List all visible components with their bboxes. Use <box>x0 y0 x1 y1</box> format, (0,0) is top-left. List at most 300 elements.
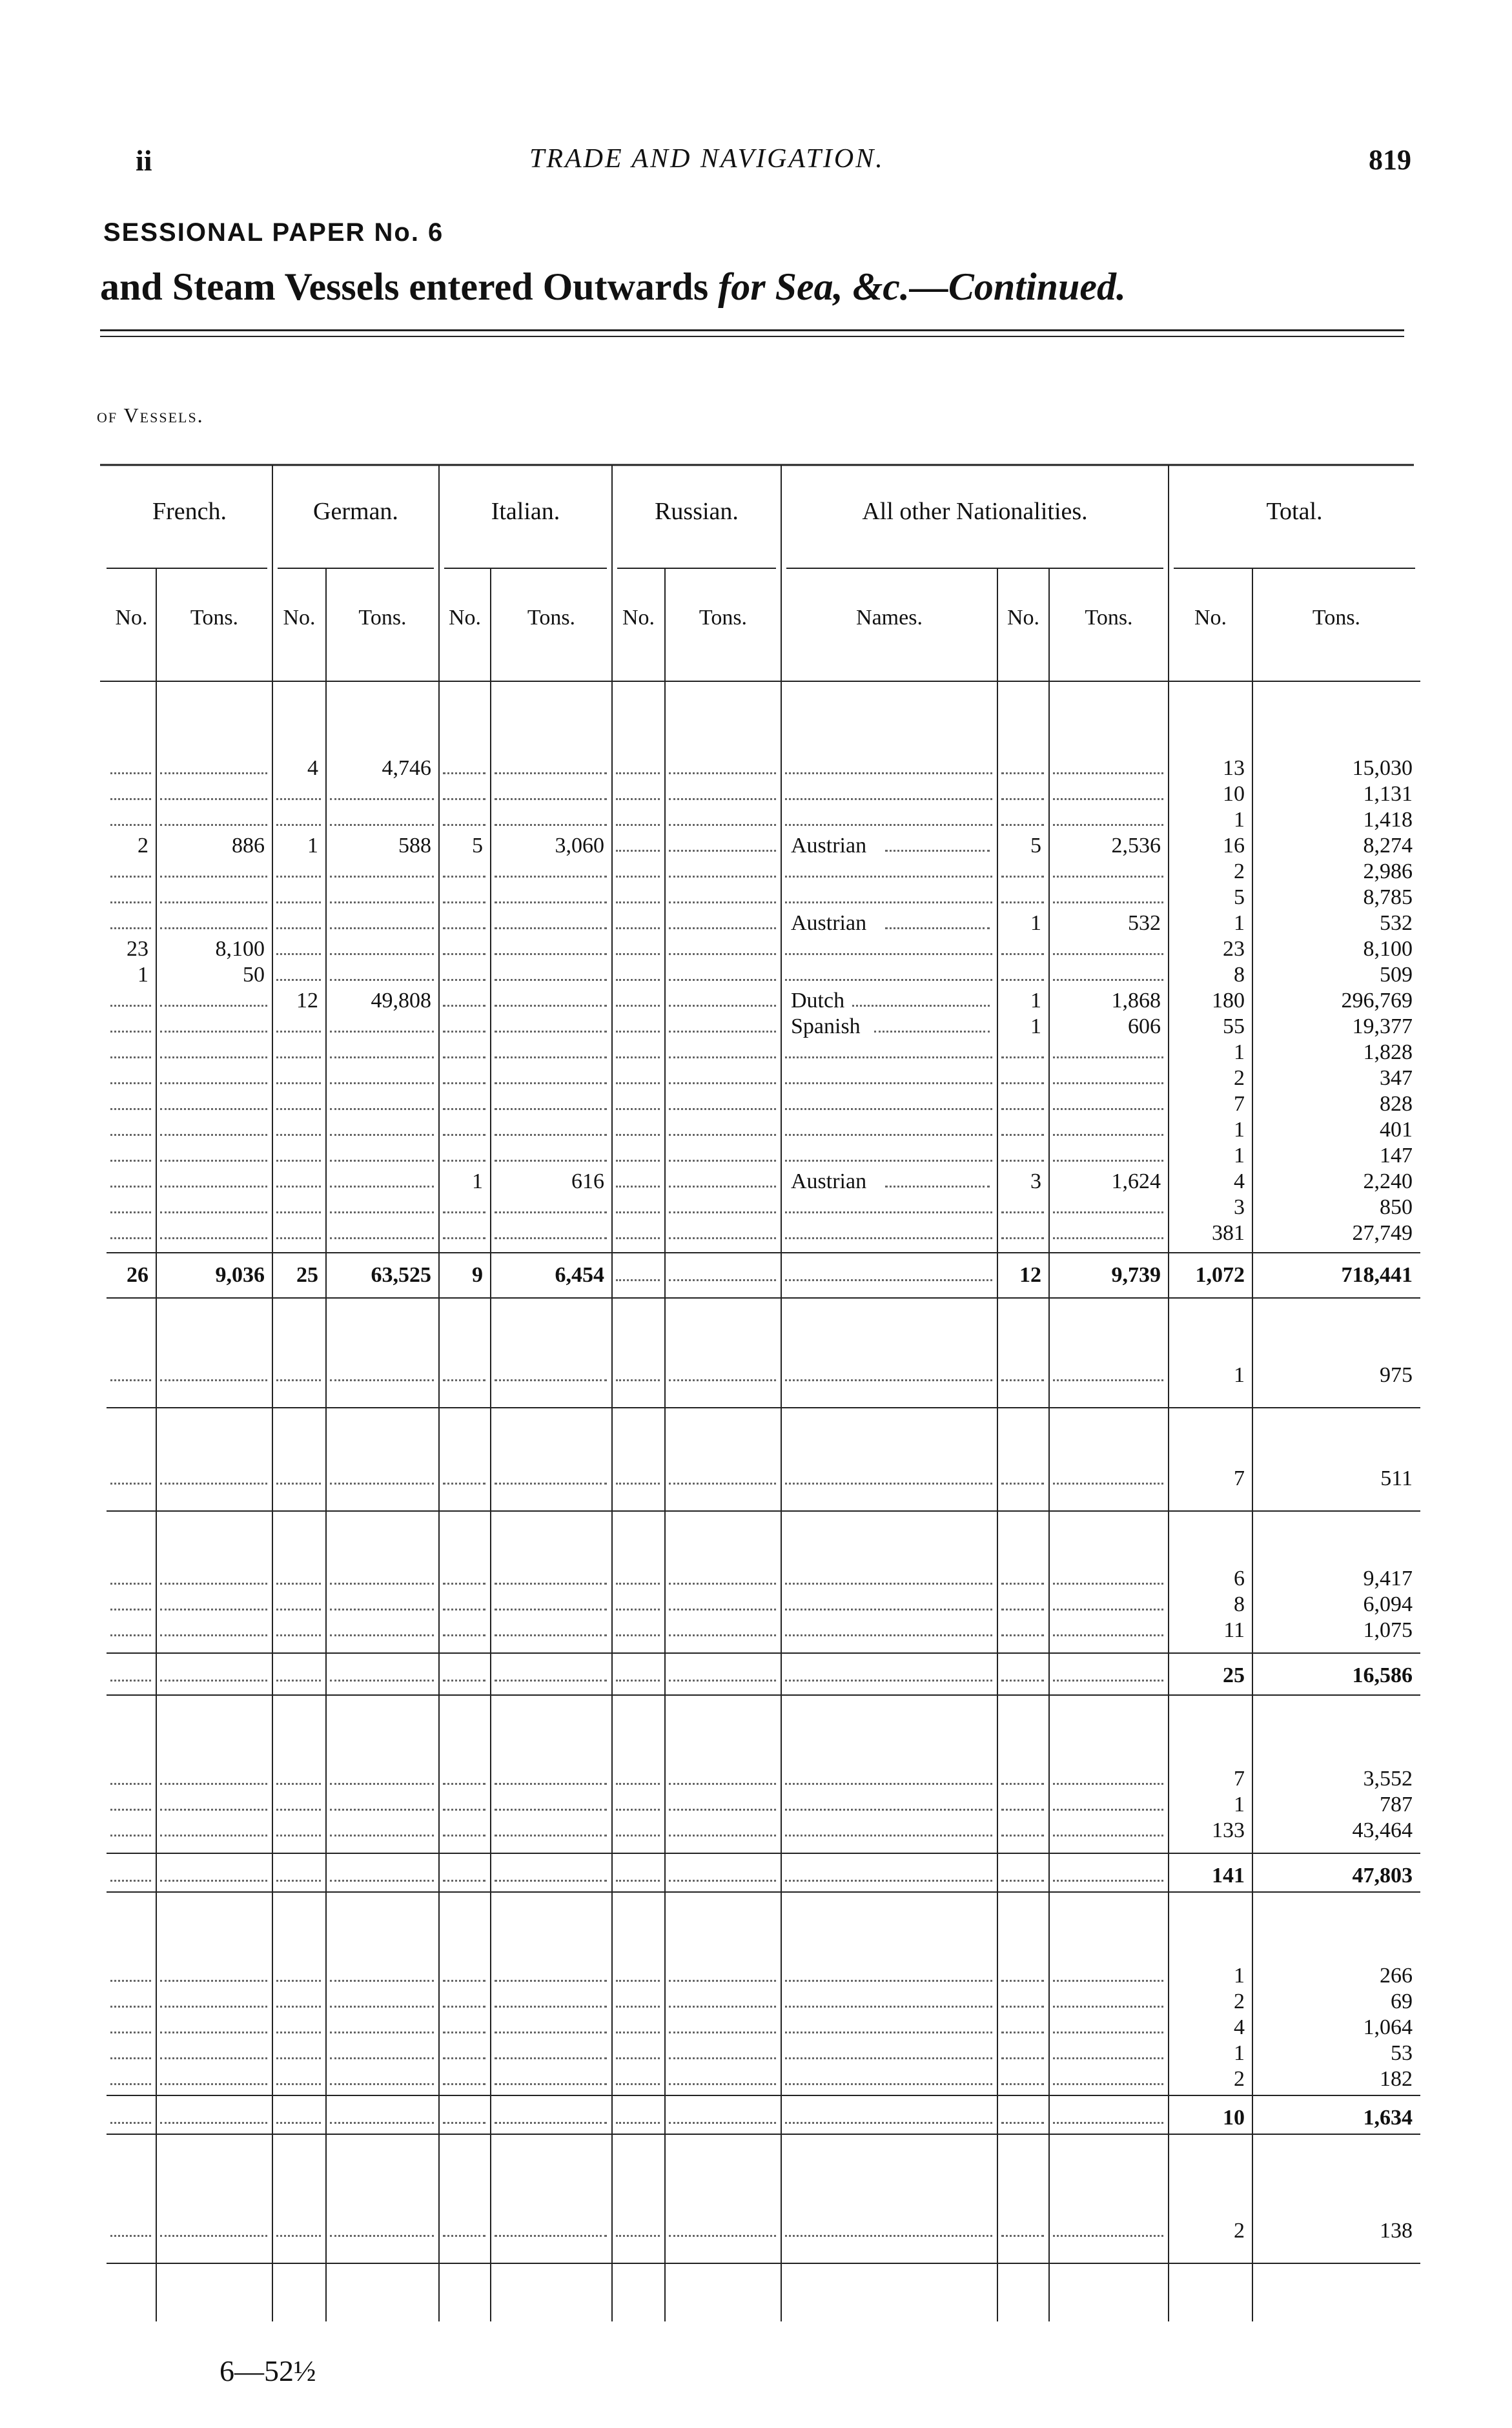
table-cell: 1,624 <box>1111 1169 1161 1193</box>
leader-dots <box>276 1680 321 1682</box>
table-cell: 49,808 <box>371 989 431 1013</box>
leader-dots <box>160 1134 267 1136</box>
leader-dots <box>669 1186 776 1188</box>
table-cell: 1 <box>1234 2041 1245 2065</box>
leader-dots <box>330 1583 434 1585</box>
column-header: No. <box>622 606 655 630</box>
leader-dots <box>330 824 434 826</box>
leader-dots <box>616 1134 660 1136</box>
table-cell: 532 <box>1380 911 1413 935</box>
table-cell: 511 <box>1380 1466 1413 1490</box>
leader-dots <box>1001 2122 1044 2124</box>
table-cell: 1 <box>1234 1144 1245 1168</box>
leader-dots <box>443 1237 485 1239</box>
leader-dots <box>443 1680 485 1682</box>
table-cell: 532 <box>1128 911 1161 935</box>
leader-dots <box>1053 2235 1163 2237</box>
leader-dots <box>616 1634 660 1636</box>
leader-dots <box>616 1783 660 1785</box>
group-header: All other Nationalities. <box>862 498 1088 525</box>
leader-dots <box>110 1134 151 1136</box>
leader-dots <box>1001 2032 1044 2033</box>
leader-dots <box>1001 1609 1044 1610</box>
leader-dots <box>785 901 992 903</box>
table-cell: 53 <box>1391 2041 1413 2065</box>
leader-dots <box>276 2057 321 2059</box>
table-cell: 2 <box>1234 2219 1245 2243</box>
group-header: Russian. <box>655 498 739 525</box>
leader-dots <box>276 1609 321 1610</box>
leader-dots <box>110 1783 151 1785</box>
leader-dots <box>276 1082 321 1084</box>
leader-dots <box>1001 1583 1044 1585</box>
leader-dots <box>443 2057 485 2059</box>
table-cell: 69 <box>1391 1990 1413 2013</box>
leader-dots <box>110 1082 151 1084</box>
sessional-paper-label: SESSIONAL PAPER No. 6 <box>103 218 444 247</box>
table-cell: 296,769 <box>1341 989 1413 1013</box>
leader-dots <box>276 1056 321 1058</box>
leader-dots <box>110 798 151 800</box>
leader-dots <box>160 1583 267 1585</box>
table-cell: 26 <box>127 1263 148 1287</box>
leader-dots <box>276 953 321 955</box>
table-cell: 2 <box>1234 859 1245 883</box>
subheading: of Vessels. <box>97 404 204 427</box>
leader-dots <box>160 1186 267 1188</box>
leader-dots <box>669 1160 776 1162</box>
leader-dots <box>874 1031 990 1033</box>
leader-dots <box>785 2032 992 2033</box>
leader-dots <box>110 1634 151 1636</box>
leader-dots <box>160 798 267 800</box>
leader-dots <box>1001 1134 1044 1136</box>
leader-dots <box>160 2057 267 2059</box>
group-header: Italian. <box>491 498 560 525</box>
leader-dots <box>616 1379 660 1381</box>
leader-dots <box>1001 1483 1044 1485</box>
leader-dots <box>669 1980 776 1982</box>
leader-dots <box>785 1108 992 1110</box>
column-header: Tons. <box>190 606 239 630</box>
table-cell: Dutch <box>791 989 845 1013</box>
leader-dots <box>1053 2083 1163 2085</box>
leader-dots <box>110 1483 151 1485</box>
leader-dots <box>443 1160 485 1162</box>
leader-dots <box>160 2122 267 2124</box>
leader-dots <box>495 2006 607 2008</box>
leader-dots <box>1001 2006 1044 2008</box>
leader-dots <box>785 1134 992 1136</box>
column-header: Tons. <box>699 606 748 630</box>
leader-dots <box>616 1160 660 1162</box>
leader-dots <box>443 2006 485 2008</box>
table-cell: 850 <box>1380 1195 1413 1219</box>
leader-dots <box>110 1031 151 1033</box>
leader-dots <box>1053 2057 1163 2059</box>
leader-dots <box>276 2235 321 2237</box>
leader-dots <box>160 1082 267 1084</box>
leader-dots <box>669 1082 776 1084</box>
leader-dots <box>669 1835 776 1836</box>
leader-dots <box>616 2083 660 2085</box>
leader-dots <box>443 901 485 903</box>
column-header: No. <box>1194 606 1227 630</box>
leader-dots <box>1001 876 1044 878</box>
leader-dots <box>330 953 434 955</box>
table-cell: 25 <box>296 1263 318 1287</box>
leader-dots <box>669 2122 776 2124</box>
leader-dots <box>669 2235 776 2237</box>
table-cell: 4 <box>1234 2015 1245 2039</box>
leader-dots <box>276 2083 321 2085</box>
leader-dots <box>330 1211 434 1213</box>
leader-dots <box>160 1108 267 1110</box>
table-cell: 3 <box>1234 1195 1245 1219</box>
leader-dots <box>1053 979 1163 981</box>
leader-dots <box>669 1005 776 1007</box>
table-cell: 50 <box>243 963 265 987</box>
leader-dots <box>443 1031 485 1033</box>
leader-dots <box>616 2006 660 2008</box>
leader-dots <box>785 1880 992 1882</box>
leader-dots <box>330 1483 434 1485</box>
leader-dots <box>669 1056 776 1058</box>
leader-dots <box>330 2006 434 2008</box>
leader-dots <box>1053 2032 1163 2033</box>
leader-dots <box>1053 953 1163 955</box>
leader-dots <box>616 1237 660 1239</box>
leader-dots <box>160 1980 267 1982</box>
leader-dots <box>1001 1082 1044 1084</box>
table-cell: 141 <box>1212 1864 1245 1888</box>
table-cell: 2,986 <box>1363 859 1413 883</box>
leader-dots <box>276 1583 321 1585</box>
table-cell: 1,634 <box>1363 2106 1413 2130</box>
table-cell: 2 <box>138 834 148 858</box>
leader-dots <box>785 1056 992 1058</box>
leader-dots <box>276 2006 321 2008</box>
table-cell: Austrian <box>791 911 867 935</box>
table-cell: 13 <box>1223 756 1245 780</box>
leader-dots <box>669 1031 776 1033</box>
table-cell: 7 <box>1234 1767 1245 1791</box>
leader-dots <box>495 1609 607 1610</box>
table-cell: 401 <box>1380 1118 1413 1142</box>
leader-dots <box>330 1056 434 1058</box>
table-cell: 3 <box>1030 1169 1041 1193</box>
leader-dots <box>669 824 776 826</box>
leader-dots <box>110 1237 151 1239</box>
leader-dots <box>1053 1783 1163 1785</box>
leader-dots <box>443 1980 485 1982</box>
table-cell: 5 <box>472 834 483 858</box>
leader-dots <box>330 2122 434 2124</box>
leader-dots <box>276 1880 321 1882</box>
leader-dots <box>495 1082 607 1084</box>
leader-dots <box>110 772 151 774</box>
leader-dots <box>110 927 151 929</box>
leader-dots <box>669 901 776 903</box>
leader-dots <box>669 1583 776 1585</box>
table-cell: 381 <box>1212 1221 1245 1245</box>
table-cell: 1 <box>1234 808 1245 832</box>
leader-dots <box>669 1483 776 1485</box>
table-cell: 43,464 <box>1352 1818 1413 1842</box>
leader-dots <box>443 798 485 800</box>
leader-dots <box>276 1634 321 1636</box>
column-header: No. <box>283 606 316 630</box>
leader-dots <box>885 850 990 852</box>
leader-dots <box>1053 1160 1163 1162</box>
table-cell: 1 <box>1234 1118 1245 1142</box>
leader-dots <box>495 772 607 774</box>
table-cell: Austrian <box>791 1169 867 1193</box>
leader-dots <box>495 876 607 878</box>
leader-dots <box>276 1108 321 1110</box>
table-cell: 1 <box>1234 1793 1245 1816</box>
leader-dots <box>110 901 151 903</box>
table-cell: 5 <box>1234 885 1245 909</box>
leader-dots <box>495 2083 607 2085</box>
leader-dots <box>495 979 607 981</box>
leader-dots <box>110 824 151 826</box>
table-cell: 4 <box>307 756 318 780</box>
table-cell: 4,746 <box>382 756 431 780</box>
leader-dots <box>110 1835 151 1836</box>
leader-dots <box>330 1082 434 1084</box>
leader-dots <box>616 876 660 878</box>
leader-dots <box>276 1483 321 1485</box>
leader-dots <box>785 1835 992 1836</box>
leader-dots <box>785 1483 992 1485</box>
leader-dots <box>785 1809 992 1811</box>
leader-dots <box>160 1835 267 1836</box>
table-cell: 7 <box>1234 1466 1245 1490</box>
table-cell: 1 <box>1030 1014 1041 1038</box>
leader-dots <box>330 901 434 903</box>
leader-dots <box>669 1609 776 1610</box>
leader-dots <box>616 1835 660 1836</box>
leader-dots <box>669 1783 776 1785</box>
table-cell: 138 <box>1380 2219 1413 2243</box>
column-header: Tons. <box>358 606 407 630</box>
table-cell: 5 <box>1030 834 1041 858</box>
leader-dots <box>616 2032 660 2033</box>
leader-dots <box>1053 1134 1163 1136</box>
leader-dots <box>616 824 660 826</box>
leader-dots <box>276 1783 321 1785</box>
leader-dots <box>495 824 607 826</box>
leader-dots <box>160 1056 267 1058</box>
table-cell: 2 <box>1234 1990 1245 2013</box>
leader-dots <box>669 772 776 774</box>
table-cell: 787 <box>1380 1793 1413 1816</box>
leader-dots <box>785 2083 992 2085</box>
table-cell: 1 <box>307 834 318 858</box>
column-header: Tons. <box>1312 606 1361 630</box>
table-cell: 2 <box>1234 1066 1245 1090</box>
leader-dots <box>495 1056 607 1058</box>
leader-dots <box>330 1880 434 1882</box>
leader-dots <box>1053 901 1163 903</box>
table-cell: 147 <box>1380 1144 1413 1168</box>
leader-dots <box>276 2032 321 2033</box>
leader-dots <box>1001 1680 1044 1682</box>
leader-dots <box>443 979 485 981</box>
table-cell: 11 <box>1223 1618 1245 1642</box>
leader-dots <box>1001 1880 1044 1882</box>
table-cell: 1 <box>1030 911 1041 935</box>
leader-dots <box>669 1634 776 1636</box>
leader-dots <box>785 2057 992 2059</box>
table-cell: 1,131 <box>1363 782 1413 806</box>
leader-dots <box>1053 1108 1163 1110</box>
leader-dots <box>276 927 321 929</box>
leader-dots <box>330 798 434 800</box>
leader-dots <box>495 2122 607 2124</box>
leader-dots <box>785 772 992 774</box>
table-cell: Austrian <box>791 834 867 858</box>
leader-dots <box>160 1211 267 1213</box>
table-cell: 347 <box>1380 1066 1413 1090</box>
leader-dots <box>330 979 434 981</box>
table-cell: 8 <box>1234 1592 1245 1616</box>
leader-dots <box>110 2057 151 2059</box>
leader-dots <box>785 876 992 878</box>
leader-dots <box>443 772 485 774</box>
leader-dots <box>785 1609 992 1610</box>
leader-dots <box>785 1783 992 1785</box>
table-cell: 9 <box>472 1263 483 1287</box>
leader-dots <box>669 1211 776 1213</box>
table-cell: 12 <box>1019 1263 1041 1287</box>
table-cell: 12 <box>296 989 318 1013</box>
leader-dots <box>1053 1483 1163 1485</box>
leader-dots <box>669 2006 776 2008</box>
leader-dots <box>1053 1835 1163 1836</box>
leader-dots <box>443 1835 485 1836</box>
table-cell: 2 <box>1234 2067 1245 2091</box>
leader-dots <box>276 876 321 878</box>
leader-dots <box>1053 1211 1163 1213</box>
leader-dots <box>669 1680 776 1682</box>
leader-dots <box>616 1211 660 1213</box>
leader-dots <box>669 927 776 929</box>
leader-dots <box>330 1980 434 1982</box>
table-cell: 975 <box>1380 1363 1413 1387</box>
table-cell: 180 <box>1212 989 1245 1013</box>
leader-dots <box>276 824 321 826</box>
leader-dots <box>160 1609 267 1610</box>
leader-dots <box>1001 1379 1044 1381</box>
leader-dots <box>1001 1835 1044 1836</box>
leader-dots <box>1001 2057 1044 2059</box>
leader-dots <box>276 1237 321 1239</box>
leader-dots <box>1001 1809 1044 1811</box>
table-cell: 4 <box>1234 1169 1245 1193</box>
leader-dots <box>160 1160 267 1162</box>
table-cell: 1,072 <box>1195 1263 1245 1287</box>
leader-dots <box>495 1680 607 1682</box>
leader-dots <box>495 953 607 955</box>
leader-dots <box>110 2083 151 2085</box>
leader-dots <box>616 772 660 774</box>
leader-dots <box>495 1809 607 1811</box>
table-cell: 2,536 <box>1111 834 1161 858</box>
leader-dots <box>443 1583 485 1585</box>
leader-dots <box>160 876 267 878</box>
column-header: No. <box>115 606 148 630</box>
table-cell: 3,552 <box>1363 1767 1413 1791</box>
leader-dots <box>160 1809 267 1811</box>
table-cell: 1 <box>1234 1040 1245 1064</box>
leader-dots <box>785 1980 992 1982</box>
leader-dots <box>616 1279 660 1281</box>
leader-dots <box>669 2032 776 2033</box>
leader-dots <box>1053 1980 1163 1982</box>
leader-dots <box>330 1379 434 1381</box>
table-cell: 8,100 <box>215 937 265 961</box>
leader-dots <box>443 1108 485 1110</box>
leader-dots <box>330 1783 434 1785</box>
leader-dots <box>1053 824 1163 826</box>
leader-dots <box>443 2083 485 2085</box>
leader-dots <box>443 1379 485 1381</box>
leader-dots <box>443 1056 485 1058</box>
leader-dots <box>1001 824 1044 826</box>
leader-dots <box>1053 1680 1163 1682</box>
table-cell: 266 <box>1380 1964 1413 1988</box>
leader-dots <box>1053 772 1163 774</box>
signature-footer: 6—52½ <box>220 2354 316 2387</box>
leader-dots <box>443 1609 485 1610</box>
leader-dots <box>616 901 660 903</box>
leader-dots <box>330 1031 434 1033</box>
leader-dots <box>330 1108 434 1110</box>
leader-dots <box>330 1160 434 1162</box>
leader-dots <box>616 2057 660 2059</box>
leader-dots <box>495 1211 607 1213</box>
leader-dots <box>276 901 321 903</box>
leader-dots <box>1053 876 1163 878</box>
leader-dots <box>276 1379 321 1381</box>
leader-dots <box>669 953 776 955</box>
leader-dots <box>330 1680 434 1682</box>
leader-dots <box>110 1609 151 1610</box>
leader-dots <box>110 1056 151 1058</box>
leader-dots <box>110 876 151 878</box>
leader-dots <box>160 772 267 774</box>
leader-dots <box>495 1980 607 1982</box>
leader-dots <box>669 1379 776 1381</box>
leader-dots <box>669 1237 776 1239</box>
leader-dots <box>276 979 321 981</box>
table-cell: 7 <box>1234 1092 1245 1116</box>
leader-dots <box>276 1835 321 1836</box>
leader-dots <box>1001 1980 1044 1982</box>
leader-dots <box>160 1005 267 1007</box>
leader-dots <box>616 1880 660 1882</box>
leader-dots <box>443 1634 485 1636</box>
leader-dots <box>495 1108 607 1110</box>
column-header: No. <box>448 606 482 630</box>
leader-dots <box>443 1483 485 1485</box>
leader-dots <box>495 1160 607 1162</box>
table-cell: 3,060 <box>555 834 604 858</box>
leader-dots <box>616 798 660 800</box>
leader-dots <box>276 1134 321 1136</box>
